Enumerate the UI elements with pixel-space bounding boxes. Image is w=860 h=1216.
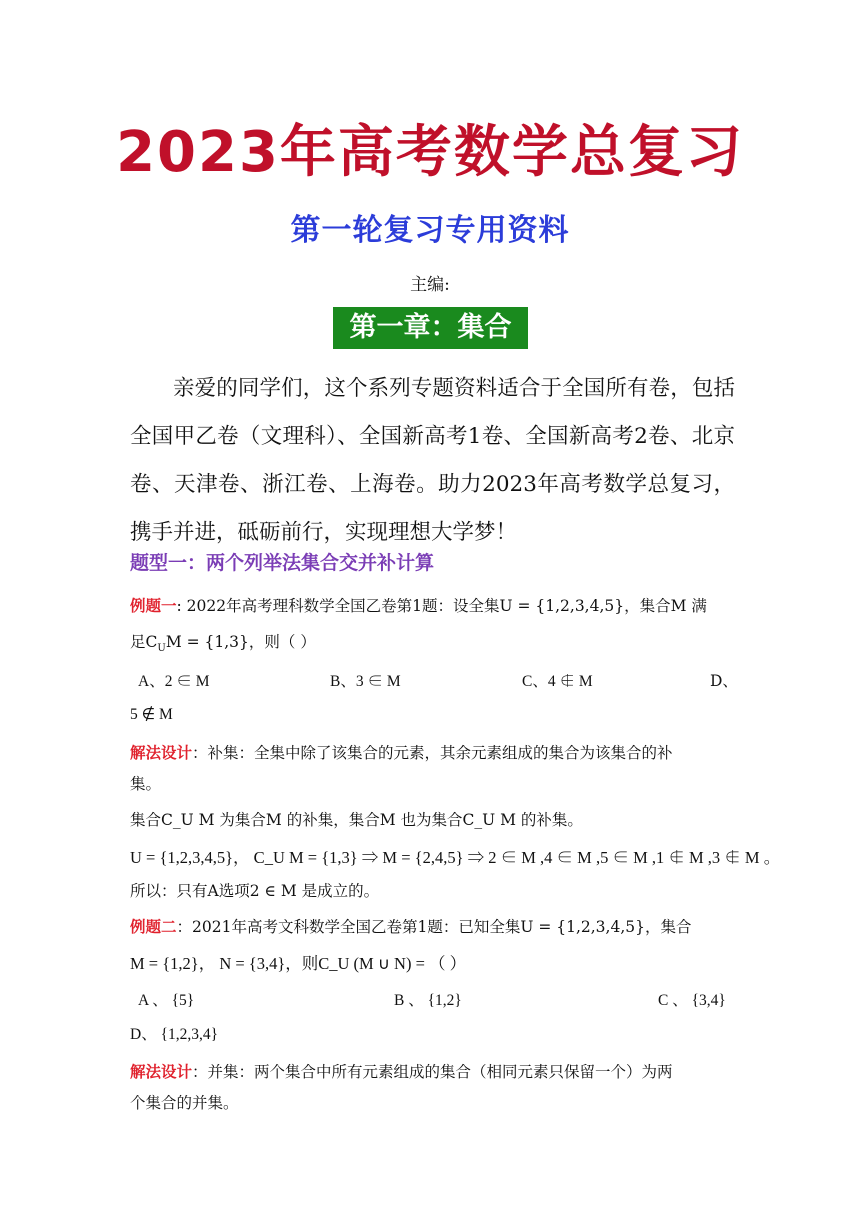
example1-subscript: U xyxy=(157,643,166,655)
solution1-text-1: ：补集：全集中除了该集合的元素，其余元素组成的集合为该集合的补 xyxy=(192,744,673,762)
intro-paragraph: 亲爱的同学们，这个系列专题资料适合于全国所有卷，包括全国甲乙卷（文理科）、全国新高考1卷、全国新高考2卷、北京卷、天津卷、浙江卷、上海卷。助力2023年高考数学总复习，携手并进，砥砺前行，实现理想大学梦！ xyxy=(130,376,735,545)
solution1-line1 xyxy=(130,741,735,763)
example2-option-a: A 、 {5} xyxy=(138,992,195,1009)
example2-line1 xyxy=(130,915,735,937)
solution2-label: 解法设计 xyxy=(130,1062,193,1081)
example1-line1 xyxy=(130,594,735,616)
example1-line2 xyxy=(130,630,735,654)
document-title: 2023年高考数学总复习 xyxy=(116,120,744,185)
example2-line2: M = {1,2}， N = {3,4}，则C_U (M ∪ N) = （ ） xyxy=(130,954,467,973)
example1-option-b: B、3 ∈ M xyxy=(330,673,401,690)
editor-label: 主编: xyxy=(410,275,450,295)
example1-option-c: C、4 ∉ M xyxy=(522,673,593,690)
solution2-line2: 个集合的并集。 xyxy=(130,1094,239,1112)
example2-option-d: D、 {1,2,3,4} xyxy=(130,1026,219,1043)
document-subtitle: 第一轮复习专用资料 xyxy=(290,213,570,248)
solution1-line5: 所以：只有A选项2 ∈ M 是成立的。 xyxy=(130,882,380,900)
example1-option-d-label: D、 xyxy=(710,672,738,690)
solution2-text-1: ：并集：两个集合中所有元素组成的集合（相同元素只保留一个）为两 xyxy=(192,1063,673,1081)
chapter-heading: 第一章：集合 xyxy=(333,307,528,349)
example1-text-2a: 足C xyxy=(130,633,158,651)
example2-option-c: C 、 {3,4} xyxy=(658,992,726,1009)
solution1-line2: 集。 xyxy=(130,775,162,793)
example2-label: 例题二 xyxy=(130,917,177,936)
example1-text-2b: M = {1,3}，则（ ） xyxy=(165,633,316,651)
solution1-line4: U = {1,2,3,4,5}， C_U M = {1,3} ⇒ M = {2,4,5} ⇒ 2 ∈ M ,4 ∈ M ,5 ∈ M ,1 ∉ M ,3 ∉ M 。 xyxy=(130,848,781,867)
question-type-heading: 题型一：两个列举法集合交并补计算 xyxy=(130,552,435,574)
example1-label: 例题一 xyxy=(130,596,177,615)
example2-text-1: ：2021年高考文科数学全国乙卷第1题：已知全集U = {1,2,3,4,5}，集合 xyxy=(176,918,692,936)
example1-option-d-value: 5 ∉ M xyxy=(130,706,173,723)
solution2-line1 xyxy=(130,1060,735,1082)
example1-option-a: A、2 ∈ M xyxy=(138,673,210,690)
solution1-line3: 集合C_U M 为集合M 的补集，集合M 也为集合C_U M 的补集。 xyxy=(130,811,583,829)
solution1-label: 解法设计 xyxy=(130,743,193,762)
example1-text-1: : 2022年高考理科数学全国乙卷第1题：设全集U = {1,2,3,4,5}，集合M 满 xyxy=(176,597,707,615)
example2-option-b: B 、 {1,2} xyxy=(394,992,462,1009)
